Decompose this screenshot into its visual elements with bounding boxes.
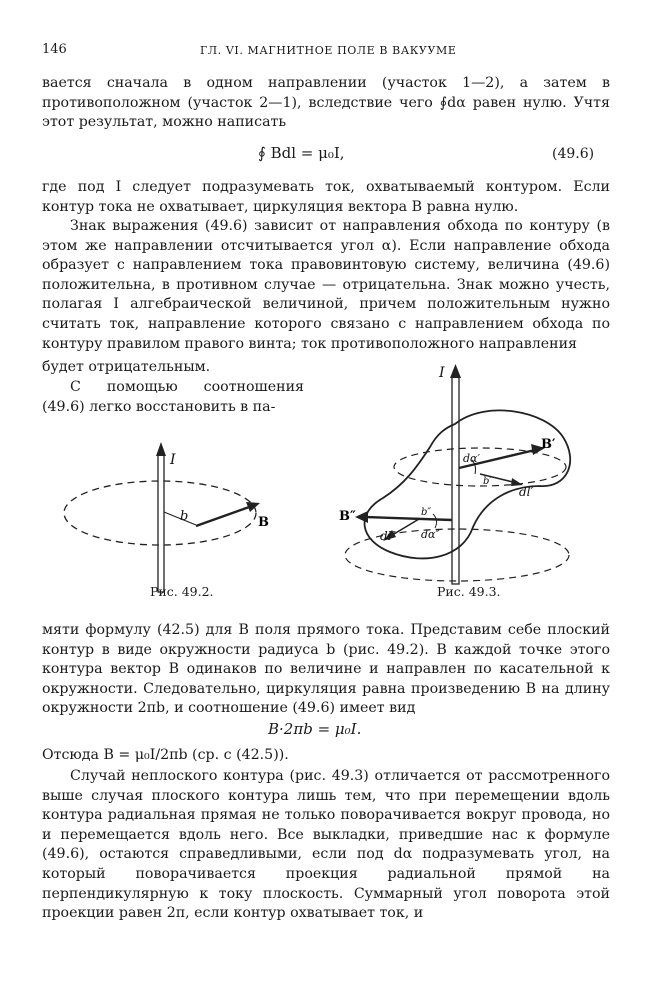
figure-49-3-caption: Рис. 49.3. bbox=[437, 584, 501, 599]
current-wire bbox=[158, 454, 164, 592]
label-b2-radius: b″ bbox=[421, 507, 432, 518]
page-number: 146 bbox=[42, 42, 67, 57]
figure-49-2 bbox=[60, 440, 310, 590]
label-da1: dα′ bbox=[463, 452, 480, 465]
label-current: I bbox=[170, 452, 176, 468]
label-b2: B″ bbox=[339, 509, 356, 524]
paragraph-6: Отсюда B = μ₀I/2πb (ср. с (42.5)). bbox=[42, 747, 289, 763]
paragraph-1: вается сначала в одном направлении (участок 1—2), а затем в противоположном (участок 2—1), вследствие чего ∮dα равен нулю. Учтя этот результат, можно написать bbox=[42, 75, 610, 131]
angle-arc-2 bbox=[433, 514, 437, 528]
label-field: B bbox=[258, 515, 269, 530]
paragraph-4: С помощью соотношения (49.6) легко восстановить в па- bbox=[42, 379, 304, 415]
circular-contour bbox=[64, 481, 256, 545]
field-arrow-icon bbox=[246, 502, 260, 512]
paragraph-7: Случай неплоского контура (рис. 49.3) отличается от рассмотренного выше случая плоского контура лишь тем, что при перемещении вдоль контура радиальная прямая не только поворачивается вокруг провода, но и перемещается вдоль него. Все выкладки, приведшие нас к формуле (49.6), остаются справедливыми, если под dα подразумевать угол, на который поворачивается проекция радиальной прямой на перпендикулярную к току плоскость. Суммарный угол поворота этой проекции равен 2π, если контур охватывает ток, и bbox=[42, 768, 610, 922]
field-arrow-icon-b2 bbox=[355, 511, 368, 523]
field-vector bbox=[196, 506, 252, 526]
field-vector-b2 bbox=[365, 517, 452, 520]
label-current: I bbox=[439, 365, 445, 381]
lower-projection bbox=[345, 529, 569, 581]
equation-49-6: ∮ Bdl = μ₀I, bbox=[258, 144, 345, 162]
label-dl2: dl″ bbox=[380, 529, 397, 543]
current-arrow-icon bbox=[156, 442, 166, 456]
current-wire bbox=[452, 376, 459, 584]
label-b1-radius: b′ bbox=[483, 476, 492, 487]
paragraph-3-end: будет отрицательным. bbox=[42, 359, 211, 375]
current-arrow-icon bbox=[450, 364, 461, 378]
label-radius: b bbox=[180, 509, 189, 524]
paragraph-3: Знак выражения (49.6) зависит от направления обхода по контуру (в этом же направлении отсчитывается угол α). Если направление обхода образует с направлением тока правовинтовую систему, величина (49.6) положительна, в противном случае — отрицательна. Знак можно учесть, полагая I алгебраической величиной, причем положительным нужно считать ток, направление которого связано с направлением обхода по контуру правилом правого винта; ток противоположного направления bbox=[42, 218, 610, 352]
figure-49-2-caption: Рис. 49.2. bbox=[150, 584, 214, 599]
label-b1: B′ bbox=[541, 437, 556, 452]
figure-49-3 bbox=[335, 362, 615, 584]
paragraph-2: где под I следует подразумевать ток, охватываемый контуром. Если контур тока не охватывает, циркуляция вектора B равна нулю. bbox=[42, 179, 610, 215]
paragraph-5: мяти формулу (42.5) для B поля прямого тока. Представим себе плоский контур в виде окружности радиуса b (рис. 49.2). В каждой точке этого контура вектор B одинаков по величине и направлен по касательной к окружности. Следовательно, циркуляция равна произведению B на длину окружности 2πb, и соотношение (49.6) имеет вид bbox=[42, 622, 610, 717]
equation-circulation: B·2πb = μ₀I. bbox=[268, 720, 362, 738]
label-da2: dα″ bbox=[421, 528, 440, 541]
label-dl1: dl′ bbox=[519, 485, 534, 499]
running-head: ГЛ. VI. МАГНИТНОЕ ПОЛЕ В ВАКУУМЕ bbox=[200, 44, 457, 57]
upper-projection bbox=[394, 448, 566, 486]
equation-49-6-number: (49.6) bbox=[552, 146, 595, 162]
